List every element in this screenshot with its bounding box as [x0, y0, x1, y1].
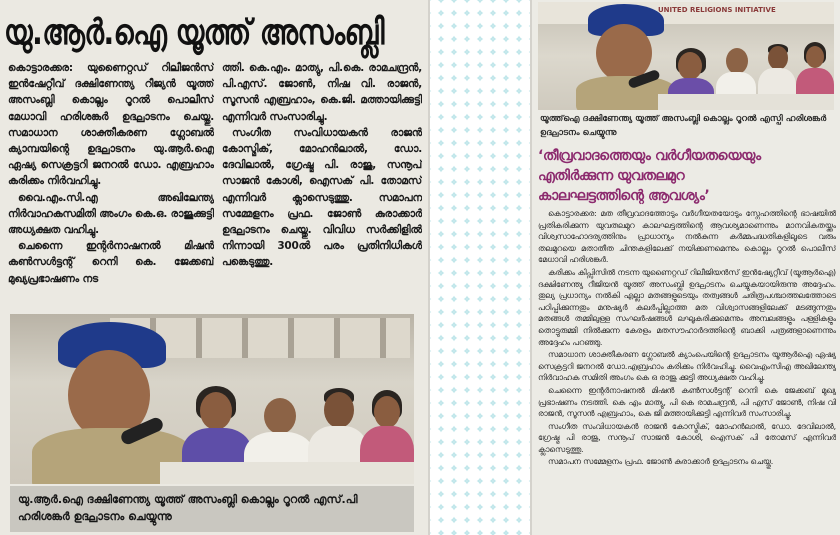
divider-border: [428, 0, 430, 535]
article-paragraph: യുണൈറ്റഡ് റിലീജൻസ് ഇൻഷേറ്റീവ് ദക്ഷിണേന്ത്യ റീജ്യൻ യൂത്ത് അസംബ്ലി കൊല്ലം റൂറൽ പൊലീസ് മേധാവി ഹരിശങ്കർ ഉദ്ഘാടനം ചെയ്തു. സമാധാന ശാക്തീകരണ ഗ്ലോബൽ ക്യാമ്പയിന്റെ ഉദ്ഘാടനം യു.ആർ.ഐ ഏഷ്യ സെക്രട്ടറി ജനറൽ ഡോ. എബ്രഹാം കരിക്കം നിർവഹിച്ചു.: [8, 62, 214, 188]
left-event-photo: [10, 314, 414, 484]
headline-line: എതിർക്കുന്ന യുവതലമുറ: [538, 168, 685, 184]
left-article-column-2: [222, 60, 422, 288]
article-paragraph: സമാധാന ശാക്തീകരണ ഗ്ലോബൽ ക്യാംപെയിന്റെ ഉദ്ഘാടനം യൂആർഐ ഏഷ്യ സെക്രട്ടറി ജനറൽ ഡോ.എബ്രഹാം കരിക്കം നിർവഹിച്ചു. വൈഎംസിഎ അഖിലേന്ത്യ നിർവാഹക സമിതി അംഗം കെ ഒ രാജു ക്കുട്ടി അധ്യക്ഷത വഹിച്ചു.: [538, 350, 836, 383]
article-paragraph: കരിക്കം കിപ്സിസിൽ നടന്ന യുണൈറ്റഡ് റിലീജിയൻസ് ഇൻഷ്യേറ്റീവ് (യൂആർഐ) ദക്ഷിണേന്ത്യ റീജിയൻ യൂത്ത് അസംബ്ലി ഉദ്ഘാടനം ചെയ്യുകയായിരുന്നു അദ്ദേഹം. തുല്യ പ്രധാന്യം നൽകി എല്ലാ മതങ്ങളുടെയും തത്വങ്ങൾ ചരിത്രപശ്ചാത്തലത്തോടെ പഠിപ്പിക്കുന്നതും മനുഷ്യർ കലർപ്പില്ലാത്ത മത വിശ്വാസങ്ങളിലേക്ക് മടങ്ങുന്നതും മതങ്ങൾ തമ്മിലുള്ള സംഘർഷങ്ങൾ ലഘൂകരിക്കുമെന്നും അമ്പലങ്ങളും പള്ളികളും തൊട്ടുരുമ്മി നിൽക്കുന്ന കേരളം മതസൗഹാർദത്തിന്റെ ബാക്കി പത്രങ്ങളാണെന്നും അദ്ദേഹം പറഞ്ഞു.: [538, 267, 836, 347]
headline-line: കാലഘട്ടത്തിന്റെ ആവശ്യം’: [538, 188, 710, 204]
right-headline: [538, 146, 834, 206]
headline-line: ‘തീവ്രവാദത്തെയും വർഗീയതയെയും: [538, 148, 761, 164]
left-photo-caption: യു.ആർ.ഐ ദക്ഷിണേന്ത്യ യൂത്ത് അസംബ്ലി കൊല്ലം റൂറൽ എസ്.പി ഹരിശങ്കർ ഉദ്ഘാടനം ചെയ്യുന്നു: [10, 486, 414, 532]
article-paragraph: സമാപന സമ്മേളനം പ്രഫ. ജോൺ കുരാക്കാർ ഉദ്ഘാടനം ചെയ്തു.: [548, 457, 774, 467]
photo-banner-text: UNITED RELIGIONS INITIATIVE: [658, 6, 776, 14]
article-paragraph: സംഗീത സംവിധായകൻ രാജൻ കോസ്മിക്, മോഹൻലാൽ, ഡോ. ദേവിലാൽ, ഗ്രേഷ്മ പി രാജു, സനൂപ് സാജൻ കോശി, ഐസക് പി തോമസ് എന്നിവർ ക്ലാസെടുത്തു.: [538, 421, 836, 454]
article-paragraph: ചെന്നൈ ഇന്റർനാഷനൽ മിഷൻ കൺസൾട്ടന്റ് റെനി കെ ജേക്കബ് മുഖ്യ പ്രഭാഷണം നടത്തി. കെ എം മാത്യു, പി കെ രാമചന്ദ്രൻ, പി എസ് ജോൺ, നിഷ വി രാജൻ, സൂസൻ എബ്രഹാം, കെ ജി മത്തായിക്കുട്ടി എന്നിവർ സംസാരിച്ചു.: [538, 385, 836, 419]
officer-figure: [32, 316, 192, 484]
right-event-photo: [538, 2, 834, 110]
article-paragraph: വൈ.എം.സി.എ അഖിലേന്ത്യ നിർവാഹകസമിതി അംഗം കെ.ഒ. രാജുക്കുട്ടി അധ്യക്ഷത വഹിച്ചു.: [8, 191, 214, 237]
article-paragraph: ത്തി. കെ.എം. മാത്യു, പി.കെ. രാമചന്ദ്രൻ, പി.എസ്. ജോൺ, നിഷ വി. രാജൻ, സൂസൻ എബ്രഹാം, കെ.ജി. മത്തായിക്കുട്ടി എന്നിവർ സംസാരിച്ചു.: [222, 62, 422, 123]
patterned-divider: [428, 0, 532, 535]
left-article-column-1: [8, 60, 214, 308]
article-paragraph: കൊട്ടാരക്കര: മത തീവ്രവാദത്തോടും വർഗീയതയോടും സ്നേഹത്തിന്റെ ഭാഷയിൽ പ്രതികരിക്കുന്ന യുവതലമുറ കാലഘട്ടത്തിന്റെ ആവശ്യമാണെന്നും മാനവികതയ്ക്കും വിശ്വസാഹോദര്യത്തിനും പ്രാധാന്യം നൽകുന്ന കർമ്മപദ്ധതികളിലൂടെ വരും തലമുറയെ മതാതീത ചിന്തകളിലേക്ക് നയിക്കണമെന്നും കൊല്ലം റൂറൽ പൊലീസ് മേധാവി ഹരിശങ്കർ.: [538, 209, 836, 265]
left-headline: യു.ആർ.ഐ യൂത്ത് അസംബ്ലി: [4, 11, 384, 53]
article-paragraph: ചെന്നൈ ഇന്റർനാഷനൽ മിഷൻ കൺസൾട്ടന്റ് റെനി കെ. ജേക്കബ് മുഖ്യപ്രഭാഷണം നട: [8, 240, 214, 285]
right-article-body: [538, 208, 836, 534]
dateline: കൊട്ടാരക്കര:: [8, 62, 73, 74]
right-news-clipping: [532, 0, 840, 535]
table-shape: [160, 462, 414, 484]
right-photo-caption: യൂത്ത്ഐ ദക്ഷിണേന്ത്യ യൂത്ത് അസംബ്ലി കൊല്ലം റൂറൽ എസ്പി ഹരിശങ്കർ ഉദ്ഘാടനം ചെയ്യുന്നു: [540, 114, 827, 138]
article-paragraph: സംഗീത സംവിധായകൻ രാജൻ കോസ്മിക്, മോഹൻലാൽ, ഡോ. ദേവിലാൽ, ഗ്രേഷ്മ പി. രാജു, സനൂപ് സാജൻ കോശി, ഐസക് പി. തോമസ് എന്നിവർ ക്ലാസെടുത്തു. സമാപന സമ്മേളനം പ്രഫ. ജോൺ കുരാക്കാർ ഉദ്ഘാടനം ചെയ്തു. വിവിധ സർക്കിളിൽ നിന്നായി 300ൽ പരം പ്രതിനിധികൾ പങ്കെടുത്തു.: [222, 126, 422, 269]
table-shape: [658, 94, 834, 110]
